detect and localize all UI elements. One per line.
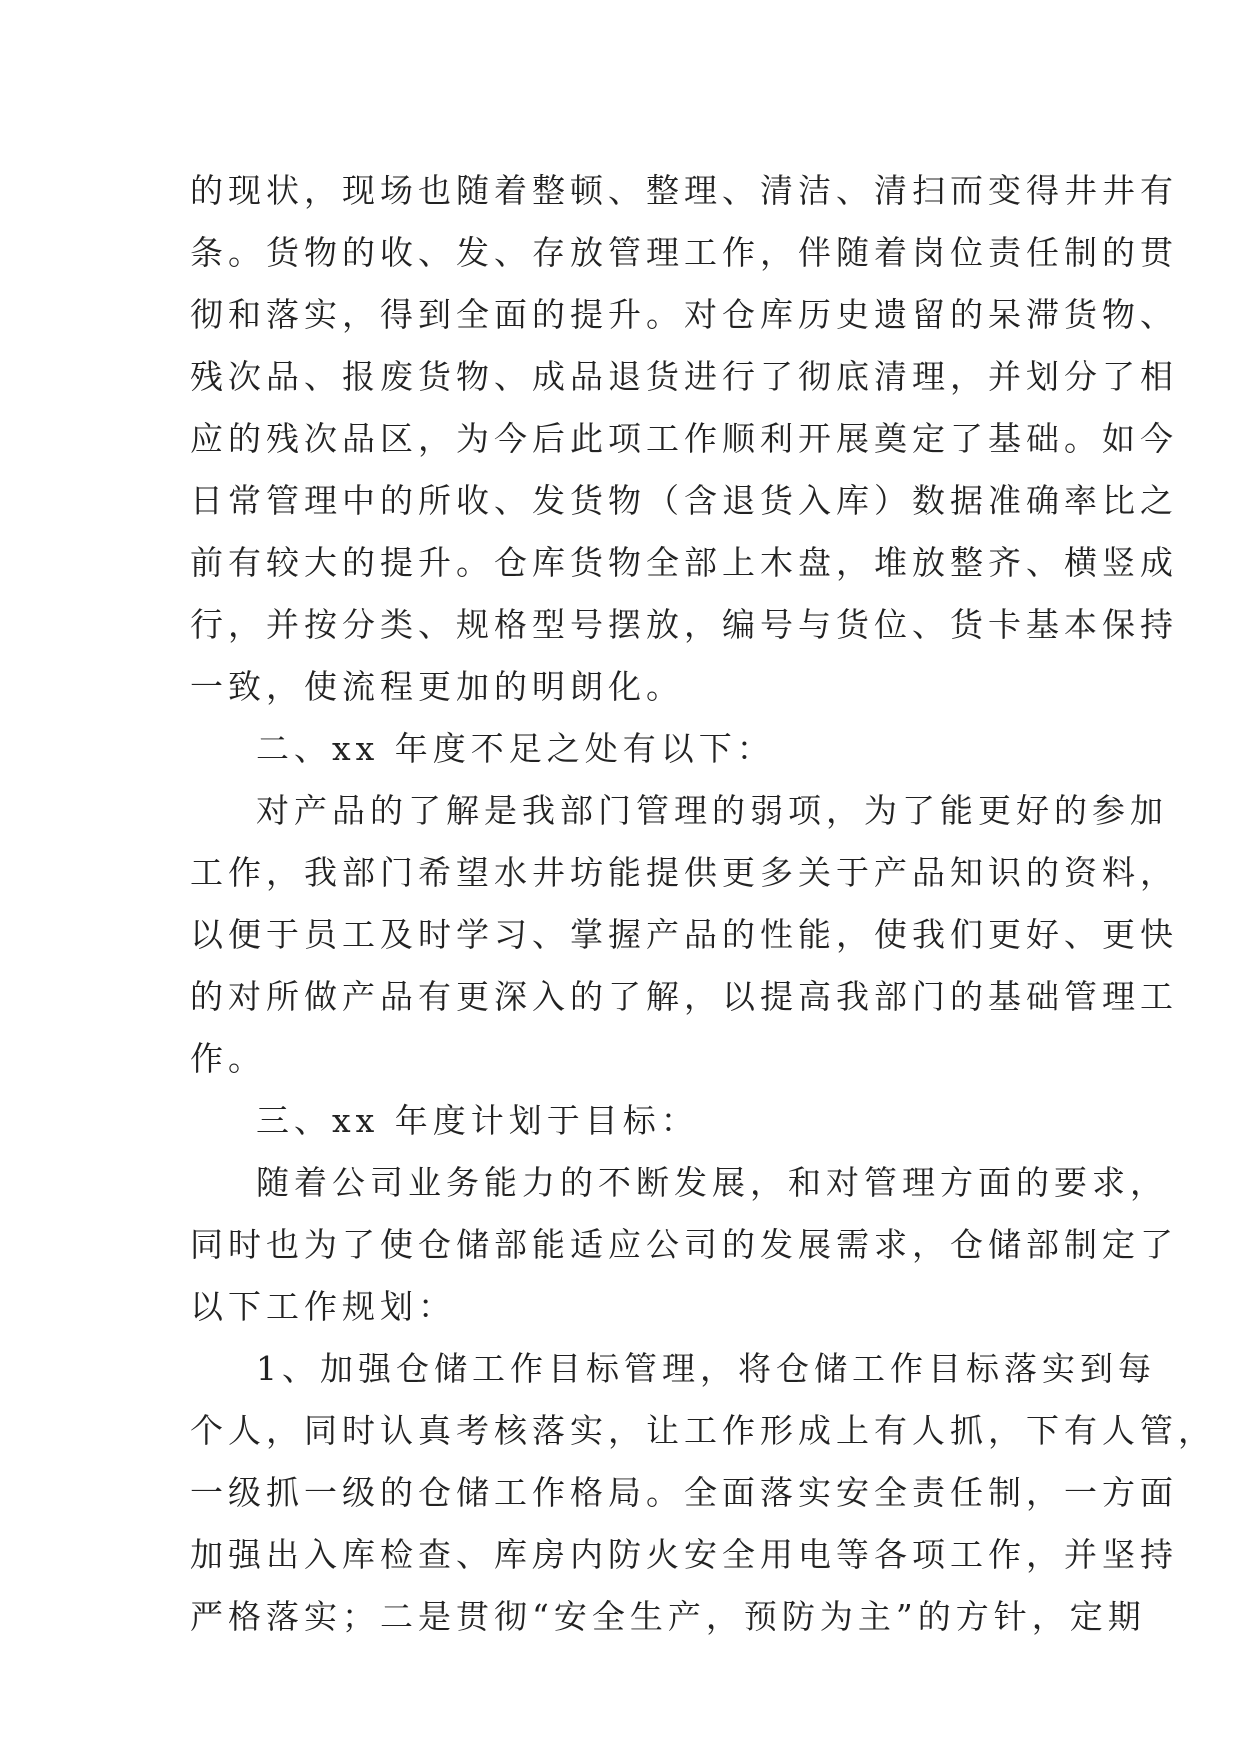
text-line: 个人，同时认真考核落实，让工作形成上有人抓，下有人管， <box>190 1411 1216 1450</box>
text-line: 同时也为了使仓储部能适应公司的发展需求，仓储部制定了 <box>190 1225 1178 1264</box>
text-line: 前有较大的提升。仓库货物全部上木盘，堆放整齐、横竖成 <box>190 543 1178 582</box>
text-line: 的对所做产品有更深入的了解，以提高我部门的基础管理工 <box>190 977 1178 1016</box>
section-heading-2: 二、xx 年度不足之处有以下： <box>256 729 775 768</box>
text-line: 残次品、报废货物、成品退货进行了彻底清理，并划分了相 <box>190 357 1178 396</box>
text-line: 工作，我部门希望水井坊能提供更多关于产品知识的资料， <box>190 853 1178 892</box>
text-line: 条。货物的收、发、存放管理工作，伴随着岗位责任制的贯 <box>190 233 1178 272</box>
text-line: 作。 <box>190 1039 266 1078</box>
text-line: 彻和落实，得到全面的提升。对仓库历史遗留的呆滞货物、 <box>190 295 1178 334</box>
section-heading-3: 三、xx 年度计划于目标： <box>256 1101 699 1140</box>
document-body <box>190 160 1216 1648</box>
text-line: 随着公司业务能力的不断发展，和对管理方面的要求， <box>256 1163 1168 1202</box>
text-line: 加强出入库检查、库房内防火安全用电等各项工作，并坚持 <box>190 1535 1178 1574</box>
text-line: 一致，使流程更加的明朗化。 <box>190 667 684 706</box>
text-line: 对产品的了解是我部门管理的弱项，为了能更好的参加 <box>256 791 1168 830</box>
text-line: 应的残次品区，为今后此项工作顺利开展奠定了基础。如今 <box>190 419 1178 458</box>
text-line: 一级抓一级的仓储工作格局。全面落实安全责任制，一方面 <box>190 1473 1178 1512</box>
text-line: 以便于员工及时学习、掌握产品的性能，使我们更好、更快 <box>190 915 1178 954</box>
text-line: 严格落实；二是贯彻“安全生产，预防为主”的方针，定期 <box>190 1597 1146 1636</box>
text-line: 的现状，现场也随着整顿、整理、清洁、清扫而变得井井有 <box>190 171 1178 210</box>
list-item-1: 1、加强仓储工作目标管理，将仓储工作目标落实到每 <box>256 1349 1156 1388</box>
text-line: 日常管理中的所收、发货物（含退货入库）数据准确率比之 <box>190 481 1178 520</box>
text-line: 行，并按分类、规格型号摆放，编号与货位、货卡基本保持 <box>190 605 1178 644</box>
text-line: 以下工作规划： <box>190 1287 456 1326</box>
